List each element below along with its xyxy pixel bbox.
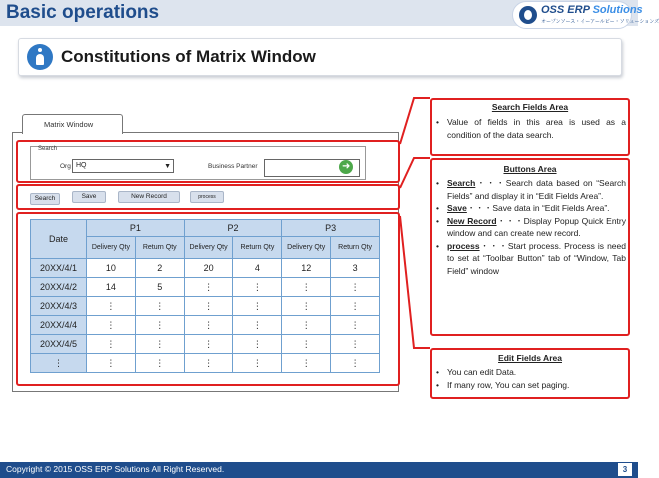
save-button[interactable]: Save: [72, 191, 106, 203]
slide-title: Basic operations: [6, 2, 160, 23]
connector-buttons: [400, 158, 430, 188]
qty-cell[interactable]: 12: [282, 259, 331, 278]
callout-term: Save: [447, 203, 467, 213]
edit-area-title: Edit Fields Area: [498, 353, 562, 363]
list-item: [436, 215, 626, 240]
qty-cell[interactable]: ⋮: [331, 297, 380, 316]
qty-cell[interactable]: ⋮: [87, 316, 136, 335]
callout-text: ・・・Display Popup Quick Entry window and can create new record.: [447, 215, 627, 238]
connector-edit: [400, 216, 430, 348]
qty-cell[interactable]: ⋮: [87, 354, 136, 373]
qty-cell[interactable]: ⋮: [282, 297, 331, 316]
logo-tagline: オープンソース・イーアールピー・ソリューションズ: [541, 19, 659, 25]
qty-cell[interactable]: 2: [135, 259, 184, 278]
date-cell: 20XX/4/2: [31, 278, 87, 297]
qty-cell[interactable]: 20: [184, 259, 233, 278]
return-qty-header: Return Qty: [135, 237, 184, 259]
date-cell: ⋮: [31, 354, 87, 373]
qty-cell[interactable]: ⋮: [184, 335, 233, 354]
qty-cell[interactable]: ⋮: [282, 278, 331, 297]
qty-cell[interactable]: 14: [87, 278, 136, 297]
qty-cell[interactable]: ⋮: [184, 297, 233, 316]
qty-cell[interactable]: ⋮: [135, 354, 184, 373]
org-value: HQ: [76, 162, 87, 169]
date-cell: 20XX/4/4: [31, 316, 87, 335]
connector-search: [400, 98, 430, 144]
return-qty-header: Return Qty: [233, 237, 282, 259]
qty-cell[interactable]: ⋮: [184, 354, 233, 373]
callout-term: New Record: [447, 215, 497, 226]
qty-cell[interactable]: ⋮: [233, 335, 282, 354]
qty-cell[interactable]: ⋮: [184, 278, 233, 297]
callout-text: ・・・Save data in “Edit Fields Area”.: [466, 203, 610, 213]
qty-cell[interactable]: 3: [331, 259, 380, 278]
section-title: Constitutions of Matrix Window: [61, 47, 316, 66]
delivery-qty-header: Delivery Qty: [282, 237, 331, 259]
qty-cell[interactable]: ⋮: [233, 278, 282, 297]
list-item: [436, 240, 626, 278]
tab-label: Matrix Window: [44, 120, 94, 129]
edit-area-notes: [436, 366, 626, 391]
qty-cell[interactable]: ⋮: [87, 297, 136, 316]
copyright-text: Copyright © 2015 OSS ERP Solutions All Right Reserved.: [6, 464, 225, 474]
callout-text: ・・・Start process. Process is need to set at “Toolbar Button” tab of “Window, Tab Field” window: [447, 240, 626, 276]
search-area-title: Search Fields Area: [491, 102, 569, 112]
qty-cell[interactable]: ⋮: [331, 354, 380, 373]
list-item: • If many row, You can set paging.: [436, 379, 626, 392]
delivery-qty-header: Delivery Qty: [87, 237, 136, 259]
list-item: • You can edit Data.: [436, 366, 626, 379]
qty-cell[interactable]: ⋮: [331, 316, 380, 335]
return-qty-header: Return Qty: [331, 237, 380, 259]
callout-term: process: [447, 240, 480, 251]
chevron-down-icon: ▼: [164, 163, 171, 170]
list-item: [436, 177, 626, 202]
process-button[interactable]: process: [190, 191, 224, 203]
business-partner-label: Business Partner: [208, 163, 258, 170]
qty-cell[interactable]: ⋮: [282, 335, 331, 354]
slide-footer: [0, 462, 638, 478]
qty-cell[interactable]: ⋮: [282, 354, 331, 373]
qty-cell[interactable]: ⋮: [233, 297, 282, 316]
qty-cell[interactable]: ⋮: [184, 316, 233, 335]
logo-name: OSS ERP: [541, 4, 590, 16]
qty-cell[interactable]: 10: [87, 259, 136, 278]
period-header: P3: [282, 220, 380, 237]
search-panel-legend: Search: [38, 146, 58, 152]
list-item: [436, 202, 626, 215]
qty-cell[interactable]: 5: [135, 278, 184, 297]
logo-accent: Solutions: [592, 4, 643, 16]
buttons-area-title: Buttons Area: [503, 164, 557, 174]
qty-cell[interactable]: 4: [233, 259, 282, 278]
date-column-header: Date: [31, 220, 87, 259]
qty-cell[interactable]: ⋮: [282, 316, 331, 335]
page-number: 3: [618, 463, 632, 476]
qty-cell[interactable]: ⋮: [331, 335, 380, 354]
date-cell: 20XX/4/1: [31, 259, 87, 278]
list-item: • Value of fields in this area is used as a condition of the data search.: [436, 116, 626, 141]
arrow-right-icon: ➜: [342, 161, 351, 172]
callout-term: Search: [447, 178, 476, 188]
qty-cell[interactable]: ⋮: [135, 297, 184, 316]
org-label: Org: [60, 163, 71, 170]
search-button[interactable]: Search: [30, 193, 60, 205]
qty-cell[interactable]: ⋮: [233, 316, 282, 335]
date-cell: 20XX/4/3: [31, 297, 87, 316]
date-cell: 20XX/4/5: [31, 335, 87, 354]
callout-text: ・・・Search data based on “Search Fields” and display it in “Edit Fields Area”.: [447, 178, 626, 201]
period-header: P2: [184, 220, 282, 237]
qty-cell[interactable]: ⋮: [87, 335, 136, 354]
new-record-button[interactable]: New Record: [118, 191, 180, 203]
search-area-notes: [436, 116, 626, 141]
qty-cell[interactable]: ⋮: [135, 335, 184, 354]
buttons-area-notes: [436, 177, 626, 277]
period-header: P1: [87, 220, 185, 237]
qty-cell[interactable]: ⋮: [233, 354, 282, 373]
delivery-qty-header: Delivery Qty: [184, 237, 233, 259]
qty-cell[interactable]: ⋮: [135, 316, 184, 335]
qty-cell[interactable]: ⋮: [331, 278, 380, 297]
